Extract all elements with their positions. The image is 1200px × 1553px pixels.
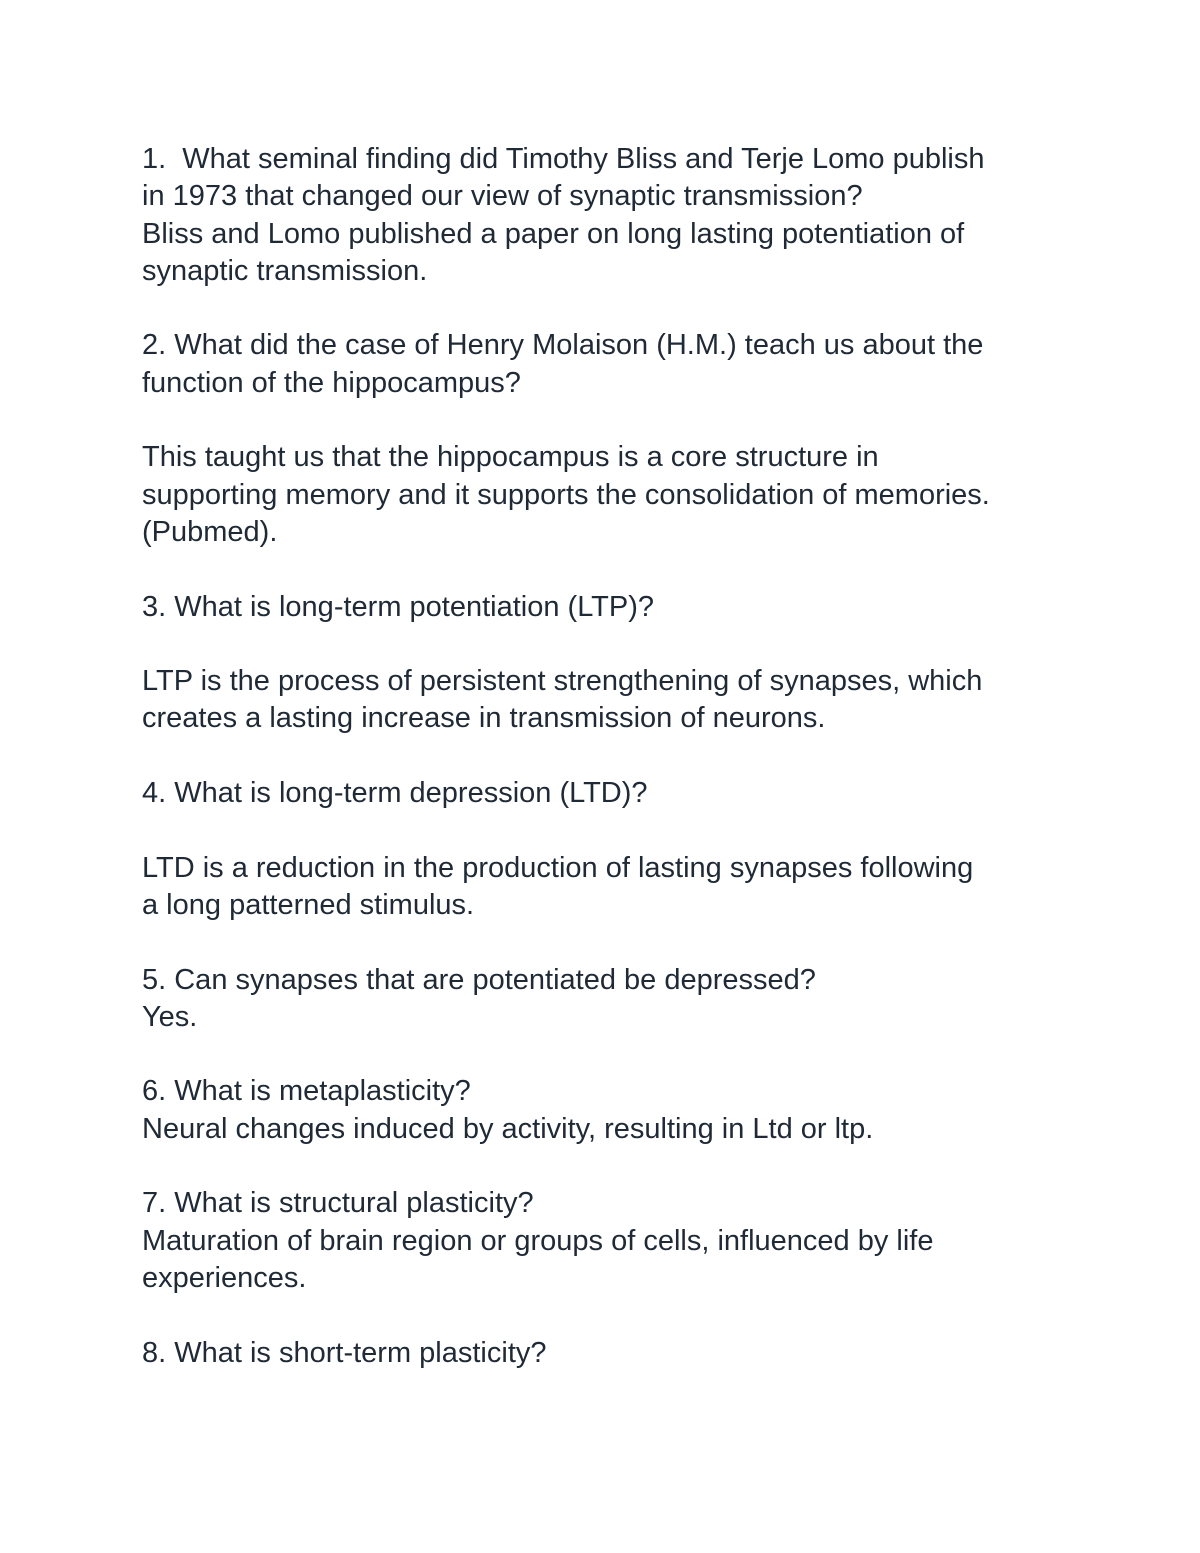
question-6-line-1: 6. What is metaplasticity? xyxy=(142,1075,471,1108)
blank-line xyxy=(142,1148,1072,1185)
question-8-line-1: 8. What is short-term plasticity? xyxy=(142,1336,547,1369)
answer-1-line-2: synaptic transmission. xyxy=(142,254,428,287)
answer-4-line-1: LTD is a reduction in the production of lasting synapses following xyxy=(142,851,974,884)
answer-2-line-1: This taught us that the hippocampus is a core structure in xyxy=(142,441,879,474)
qa-item-5 xyxy=(142,962,1072,1037)
blank-line xyxy=(142,1297,1072,1334)
answer-2-line-3: (Pubmed). xyxy=(142,515,278,548)
qa-item-3 xyxy=(142,589,1072,738)
answer-3-line-2: creates a lasting increase in transmission of neurons. xyxy=(142,702,826,735)
document-body xyxy=(142,141,1072,1372)
blank-line xyxy=(142,402,1072,439)
answer-7-line-2: experiences. xyxy=(142,1261,307,1294)
qa-item-2 xyxy=(142,327,1072,551)
answer-7-line-1: Maturation of brain region or groups of cells, influenced by life xyxy=(142,1224,934,1257)
blank-line xyxy=(142,738,1072,775)
answer-4-line-2: a long patterned stimulus. xyxy=(142,888,475,921)
answer-3-line-1: LTP is the process of persistent strengthening of synapses, which xyxy=(142,665,983,698)
blank-line xyxy=(142,626,1072,663)
question-4-line-1: 4. What is long-term depression (LTD)? xyxy=(142,777,648,810)
qa-item-8 xyxy=(142,1335,1072,1372)
blank-line xyxy=(142,290,1072,327)
qa-item-6 xyxy=(142,1073,1072,1148)
question-7-line-1: 7. What is structural plasticity? xyxy=(142,1187,534,1220)
answer-5-line-1: Yes. xyxy=(142,1000,198,1033)
question-2-line-1: 2. What did the case of Henry Molaison (H.M.) teach us about the xyxy=(142,329,984,362)
qa-item-4 xyxy=(142,775,1072,924)
blank-line xyxy=(142,812,1072,849)
question-3-line-1: 3. What is long-term potentiation (LTP)? xyxy=(142,590,655,623)
blank-line xyxy=(142,924,1072,961)
blank-line xyxy=(142,1036,1072,1073)
question-5-line-1: 5. Can synapses that are potentiated be depressed? xyxy=(142,963,816,996)
question-1-line-2: in 1973 that changed our view of synaptic transmission? xyxy=(142,180,863,213)
answer-6-line-1: Neural changes induced by activity, resulting in Ltd or ltp. xyxy=(142,1112,874,1145)
blank-line xyxy=(142,551,1072,588)
question-2-line-2: function of the hippocampus? xyxy=(142,366,521,399)
answer-2-line-2: supporting memory and it supports the consolidation of memories. xyxy=(142,478,990,511)
answer-1-line-1: Bliss and Lomo published a paper on long lasting potentiation of xyxy=(142,217,965,250)
qa-item-7 xyxy=(142,1185,1072,1297)
question-1-line-1: 1. What seminal finding did Timothy Bliss and Terje Lomo publish xyxy=(142,143,985,175)
qa-item-1 xyxy=(142,141,1072,290)
